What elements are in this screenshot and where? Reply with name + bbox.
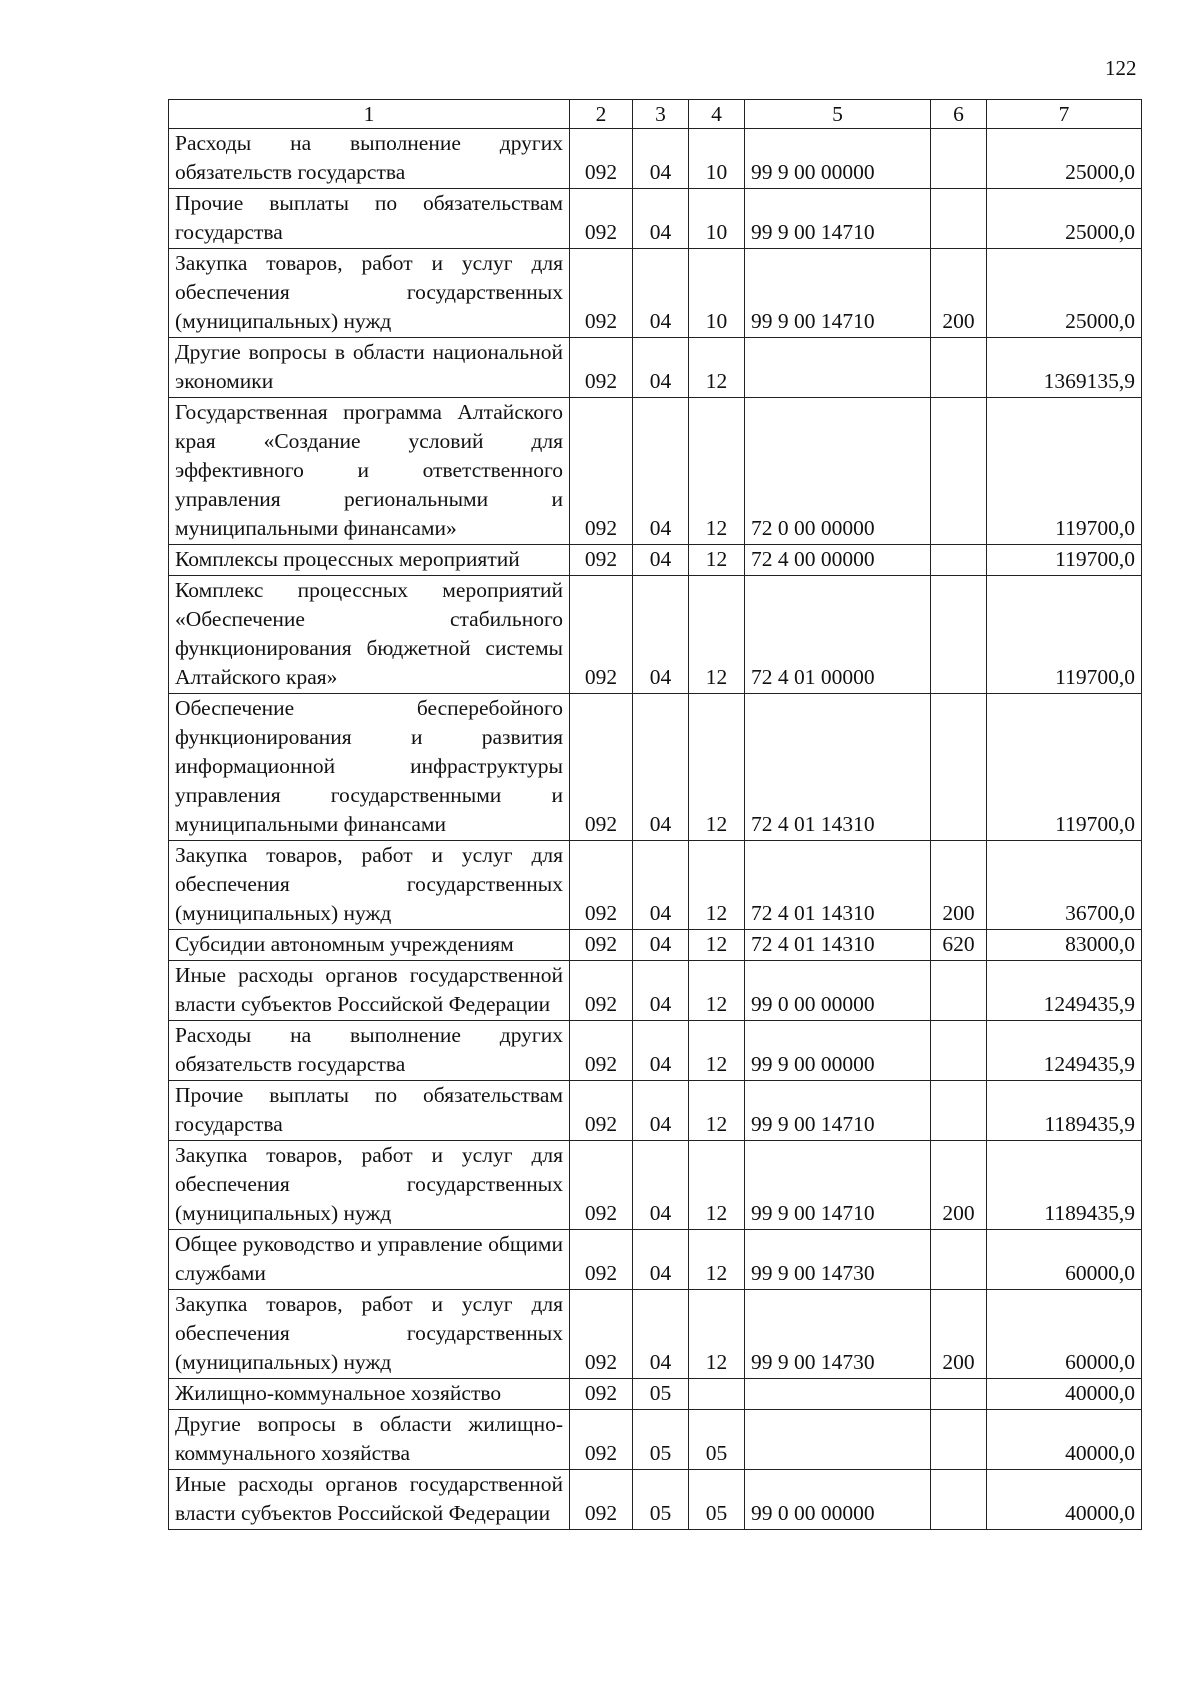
cell-name: Иные расходы органов государственной власти субъектов Российской Федерации (169, 1470, 570, 1530)
cell-amount: 119700,0 (987, 545, 1142, 576)
cell-type (931, 398, 987, 545)
cell-type (931, 1379, 987, 1410)
cell-type: 200 (931, 841, 987, 930)
cell-name: Закупка товаров, работ и услуг для обеспечения государственных (муниципальных) нужд (169, 1290, 570, 1379)
col-header-subsection: 4 (689, 100, 745, 129)
cell-admin: 092 (570, 930, 633, 961)
cell-target (745, 1379, 931, 1410)
cell-name: Закупка товаров, работ и услуг для обеспечения государственных (муниципальных) нужд (169, 1141, 570, 1230)
cell-target: 72 0 00 00000 (745, 398, 931, 545)
cell-subsection: 12 (689, 576, 745, 694)
cell-subsection: 12 (689, 961, 745, 1021)
cell-amount: 25000,0 (987, 189, 1142, 249)
cell-type: 200 (931, 1141, 987, 1230)
cell-amount: 1249435,9 (987, 961, 1142, 1021)
table-row (169, 930, 1142, 961)
cell-subsection: 12 (689, 1081, 745, 1141)
cell-amount: 60000,0 (987, 1290, 1142, 1379)
cell-subsection: 05 (689, 1470, 745, 1530)
col-header-amount: 7 (987, 100, 1142, 129)
cell-name: Жилищно-коммунальное хозяйство (169, 1379, 570, 1410)
cell-section: 05 (633, 1379, 689, 1410)
col-header-name: 1 (169, 100, 570, 129)
cell-admin: 092 (570, 1230, 633, 1290)
cell-admin: 092 (570, 1141, 633, 1230)
cell-section: 04 (633, 129, 689, 189)
cell-section: 04 (633, 1230, 689, 1290)
cell-type (931, 1470, 987, 1530)
cell-admin: 092 (570, 1081, 633, 1141)
cell-section: 04 (633, 841, 689, 930)
table-row (169, 961, 1142, 1021)
cell-section: 04 (633, 338, 689, 398)
cell-amount: 40000,0 (987, 1470, 1142, 1530)
cell-admin: 092 (570, 189, 633, 249)
cell-name: Другие вопросы в области национальной экономики (169, 338, 570, 398)
cell-subsection: 05 (689, 1410, 745, 1470)
cell-admin: 092 (570, 1290, 633, 1379)
cell-amount: 36700,0 (987, 841, 1142, 930)
cell-amount: 25000,0 (987, 129, 1142, 189)
cell-type (931, 1410, 987, 1470)
table-row (169, 1379, 1142, 1410)
cell-amount: 40000,0 (987, 1410, 1142, 1470)
cell-target: 99 9 00 14710 (745, 1081, 931, 1141)
table-row (169, 841, 1142, 930)
cell-type (931, 545, 987, 576)
table-row (169, 1141, 1142, 1230)
cell-section: 05 (633, 1470, 689, 1530)
cell-admin: 092 (570, 841, 633, 930)
cell-name: Прочие выплаты по обязательствам государства (169, 1081, 570, 1141)
cell-type (931, 189, 987, 249)
cell-type (931, 961, 987, 1021)
cell-subsection: 12 (689, 1021, 745, 1081)
cell-name: Другие вопросы в области жилищно-коммунального хозяйства (169, 1410, 570, 1470)
cell-section: 04 (633, 930, 689, 961)
cell-type (931, 694, 987, 841)
cell-section: 04 (633, 961, 689, 1021)
cell-name: Субсидии автономным учреждениям (169, 930, 570, 961)
cell-type: 200 (931, 249, 987, 338)
cell-target: 72 4 01 14310 (745, 841, 931, 930)
cell-target: 99 9 00 14710 (745, 189, 931, 249)
cell-section: 04 (633, 694, 689, 841)
cell-target: 72 4 01 14310 (745, 930, 931, 961)
cell-section: 04 (633, 1021, 689, 1081)
cell-target: 99 9 00 14710 (745, 249, 931, 338)
cell-admin: 092 (570, 694, 633, 841)
cell-target: 72 4 01 00000 (745, 576, 931, 694)
cell-name: Иные расходы органов государственной власти субъектов Российской Федерации (169, 961, 570, 1021)
col-header-section: 3 (633, 100, 689, 129)
table-row (169, 129, 1142, 189)
cell-section: 05 (633, 1410, 689, 1470)
page-number: 122 (1105, 56, 1137, 80)
table-row (169, 694, 1142, 841)
cell-type: 620 (931, 930, 987, 961)
cell-amount: 1189435,9 (987, 1081, 1142, 1141)
cell-amount: 1189435,9 (987, 1141, 1142, 1230)
cell-amount: 40000,0 (987, 1379, 1142, 1410)
table-row (169, 545, 1142, 576)
cell-admin: 092 (570, 1410, 633, 1470)
cell-target: 99 9 00 14710 (745, 1141, 931, 1230)
cell-subsection: 12 (689, 545, 745, 576)
cell-target: 72 4 01 14310 (745, 694, 931, 841)
cell-name: Комплекс процессных мероприятий «Обеспечение стабильного функционирования бюджетной системы Алтайского края» (169, 576, 570, 694)
table-row (169, 576, 1142, 694)
cell-subsection: 10 (689, 189, 745, 249)
cell-type (931, 1021, 987, 1081)
cell-target: 99 9 00 00000 (745, 129, 931, 189)
cell-admin: 092 (570, 338, 633, 398)
cell-target: 99 0 00 00000 (745, 961, 931, 1021)
header-row (169, 100, 1142, 129)
cell-target: 72 4 00 00000 (745, 545, 931, 576)
cell-admin: 092 (570, 576, 633, 694)
cell-name: Прочие выплаты по обязательствам государства (169, 189, 570, 249)
cell-amount: 119700,0 (987, 398, 1142, 545)
cell-amount: 1369135,9 (987, 338, 1142, 398)
cell-name: Расходы на выполнение других обязательств государства (169, 1021, 570, 1081)
cell-subsection: 12 (689, 1230, 745, 1290)
cell-subsection: 12 (689, 841, 745, 930)
cell-name: Закупка товаров, работ и услуг для обеспечения государственных (муниципальных) нужд (169, 249, 570, 338)
table-row (169, 338, 1142, 398)
cell-section: 04 (633, 1290, 689, 1379)
table-row (169, 1230, 1142, 1290)
table-row (169, 1081, 1142, 1141)
cell-name: Комплексы процессных мероприятий (169, 545, 570, 576)
cell-subsection: 12 (689, 930, 745, 961)
cell-target (745, 338, 931, 398)
cell-type (931, 338, 987, 398)
cell-subsection: 10 (689, 129, 745, 189)
col-header-type: 6 (931, 100, 987, 129)
cell-admin: 092 (570, 1021, 633, 1081)
cell-subsection (689, 1379, 745, 1410)
cell-type (931, 576, 987, 694)
cell-type (931, 1081, 987, 1141)
cell-subsection: 12 (689, 1290, 745, 1379)
cell-name: Обеспечение бесперебойного функционирования и развития информационной инфраструктуры управления государственными и муниципальными финансами (169, 694, 570, 841)
table-row (169, 249, 1142, 338)
cell-section: 04 (633, 189, 689, 249)
col-header-admin: 2 (570, 100, 633, 129)
cell-admin: 092 (570, 1470, 633, 1530)
table-row (169, 189, 1142, 249)
cell-target: 99 9 00 14730 (745, 1230, 931, 1290)
cell-subsection: 12 (689, 338, 745, 398)
cell-subsection: 12 (689, 694, 745, 841)
cell-section: 04 (633, 545, 689, 576)
cell-section: 04 (633, 249, 689, 338)
table-row (169, 1290, 1142, 1379)
table-row (169, 1410, 1142, 1470)
cell-section: 04 (633, 576, 689, 694)
cell-amount: 60000,0 (987, 1230, 1142, 1290)
cell-amount: 119700,0 (987, 576, 1142, 694)
cell-target: 99 9 00 14730 (745, 1290, 931, 1379)
cell-type: 200 (931, 1290, 987, 1379)
cell-name: Расходы на выполнение других обязательств государства (169, 129, 570, 189)
cell-amount: 25000,0 (987, 249, 1142, 338)
budget-table (168, 99, 1142, 1530)
cell-name: Государственная программа Алтайского края «Создание условий для эффективного и ответственного управления региональными и муниципальными финансами» (169, 398, 570, 545)
cell-name: Закупка товаров, работ и услуг для обеспечения государственных (муниципальных) нужд (169, 841, 570, 930)
cell-amount: 83000,0 (987, 930, 1142, 961)
cell-subsection: 12 (689, 1141, 745, 1230)
table-row (169, 1470, 1142, 1530)
table-row (169, 398, 1142, 545)
cell-subsection: 10 (689, 249, 745, 338)
table-row (169, 1021, 1142, 1081)
cell-target: 99 9 00 00000 (745, 1021, 931, 1081)
cell-admin: 092 (570, 545, 633, 576)
cell-amount: 1249435,9 (987, 1021, 1142, 1081)
cell-target (745, 1410, 931, 1470)
cell-admin: 092 (570, 961, 633, 1021)
cell-admin: 092 (570, 249, 633, 338)
cell-name: Общее руководство и управление общими службами (169, 1230, 570, 1290)
cell-section: 04 (633, 398, 689, 545)
col-header-target: 5 (745, 100, 931, 129)
cell-admin: 092 (570, 1379, 633, 1410)
cell-subsection: 12 (689, 398, 745, 545)
cell-amount: 119700,0 (987, 694, 1142, 841)
table-body (169, 129, 1142, 1530)
cell-admin: 092 (570, 398, 633, 545)
cell-section: 04 (633, 1141, 689, 1230)
cell-admin: 092 (570, 129, 633, 189)
cell-type (931, 129, 987, 189)
cell-section: 04 (633, 1081, 689, 1141)
cell-type (931, 1230, 987, 1290)
cell-target: 99 0 00 00000 (745, 1470, 931, 1530)
